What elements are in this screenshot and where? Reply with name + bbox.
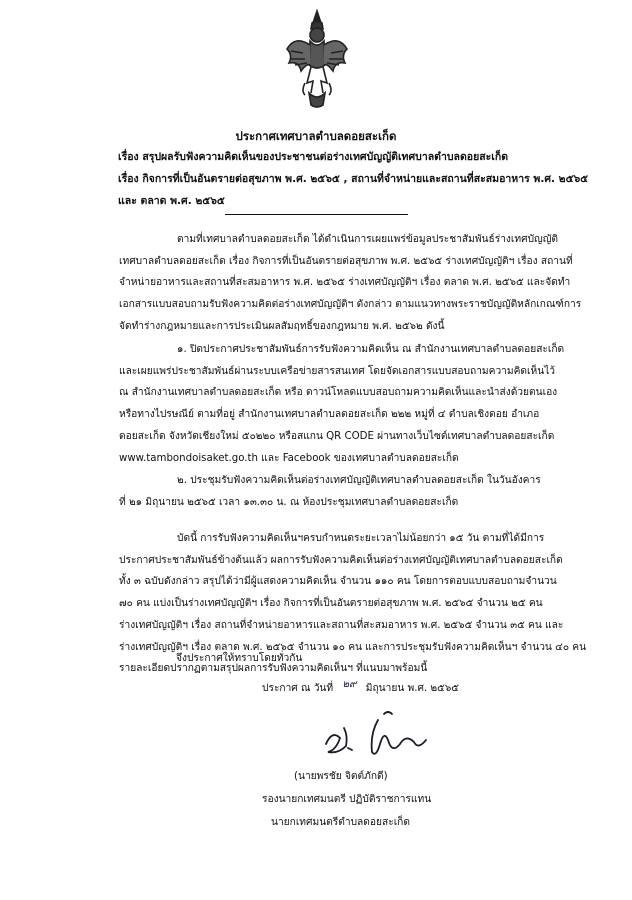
announcement-date: [262, 680, 459, 696]
intro-paragraph: [119, 229, 582, 338]
garuda-emblem: [283, 5, 351, 117]
item2-line: ที่ ๒๑ มิถุนายน ๒๕๖๕ เวลา ๑๓.๓๐ น. ณ ห้องประชุมเทศบาลตำบลดอยสะเก็ด: [119, 496, 459, 508]
summary-line: บัดนี้ การรับฟังความคิดเห็นฯครบกำหนดระยะเวลาไม่น้อยกว่า ๑๕ วัน ตามที่ได้มีการ: [177, 533, 545, 544]
divider: [225, 214, 408, 215]
item1-line: หรือทางไปรษณีย์ ตามที่อยู่ สำนักงานเทศบาลตำบลดอยสะเก็ด ๒๒๒ หมู่ที่ ๔ ตำบลเชิงดอย อำเภอ: [119, 409, 540, 421]
item-2-paragraph: [119, 470, 541, 513]
item1-line: www.tambondoisaket.go.th และ Facebook ของเทศบาลตำบลดอยสะเก็ด: [119, 452, 459, 464]
date-rest: มิถุนายน พ.ศ. ๒๕๖๕: [365, 683, 460, 694]
date-prefix: ประกาศ ณ วันที่: [262, 683, 334, 694]
summary-line: ประกาศประชาสัมพันธ์ข้างต้นแล้ว ผลการรับฟังความคิดเห็นต่อร่างเทศบัญญัติเทศบาลตำบลดอยสะเก็ด: [119, 554, 563, 566]
signer-name: (นายพรชัย จิตต์ภักดี): [294, 771, 388, 782]
date-day: ๒๙: [342, 679, 357, 690]
summary-line: รายละเอียดปรากฏตามสรุปผลการรับฟังความคิดเห็นฯ ที่แนบมาพร้อมนี้: [119, 663, 428, 675]
item1-line: ๑. ปิดประกาศประชาสัมพันธ์การรับฟังความคิดเห็น ณ สำนักงานเทศบาลตำบลดอยสะเก็ด: [177, 344, 565, 355]
item1-line: ดอยสะเก็ด จังหวัดเชียงใหม่ ๕๐๒๒๐ หรือสแกน QR CODE ผ่านทางเว็บไซต์เทศบาลตำบลดอยสะเก็ด: [119, 430, 555, 442]
intro-line: เอกสารแบบสอบถามรับฟังความคิดต่อร่างเทศบัญญัติฯ ดังกล่าว ตามแนวทางพระราชบัญญัติหลักเกณฑ์การ: [119, 299, 582, 311]
summary-line: ทั้ง ๓ ฉบับดังกล่าว สรุปได้ว่ามีผู้แสดงความคิดเห็น จำนวน ๑๑๐ คน โดยการตอบแบบสอบถามจำนวน: [119, 576, 557, 588]
item1-line: และเผยแพร่ประชาสัมพันธ์ผ่านระบบเครือข่ายสารสนเทศ โดยจัดเอกสารแบบสอบถามความคิดเห็นไว้: [119, 365, 556, 377]
subject-line-1: เรื่อง สรุปผลรับฟังความคิดเห็นของประชาชนต่อร่างเทศบัญญัติเทศบาลตำบลดอยสะเก็ด: [118, 151, 509, 163]
signer-position-1: รองนายกเทศมนตรี ปฏิบัติราชการแทน: [262, 794, 432, 805]
intro-line: เทศบาลตำบลดอยสะเก็ด เรื่อง กิจการที่เป็นอันตรายต่อสุขภาพ พ.ศ. ๒๕๖๕ ร่างเทศบัญญัติฯ เรื่อง สถานที่: [119, 255, 573, 267]
signer-position-2: นายกเทศมนตรีตำบลดอยสะเก็ด: [271, 817, 410, 828]
subject-line-3: และ ตลาด พ.ศ. ๒๕๖๕: [118, 195, 225, 207]
item1-line: ณ สำนักงานเทศบาลตำบลดอยสะเก็ด หรือ ดาวน์โหลดแบบสอบถามความคิดเห็นและนำส่งด้วยตนเอง: [119, 387, 558, 399]
summary-line: ร่างเทศบัญญัติฯ เรื่อง สถานที่จำหน่ายอาหารและสถานที่สะสมอาหาร พ.ศ. ๒๕๖๕ จำนวน ๓๕ คน และ: [119, 619, 564, 631]
item2-line: ๒. ประชุมรับฟังความคิดเห็นต่อร่างเทศบัญญัติเทศบาลตำบลดอยสะเก็ด ในวันอังคาร: [177, 475, 541, 486]
item-1-paragraph: [119, 339, 565, 469]
intro-line: จำหน่ายอาหารและสถานที่สะสมอาหาร พ.ศ. ๒๕๖๕ ร่างเทศบัญญัติฯ เรื่อง ตลาด พ.ศ. ๒๕๖๕ และจัดทำ: [119, 277, 571, 289]
intro-line: จัดทำร่างกฎหมายและการประเมินผลสัมฤทธิ์ของกฎหมาย พ.ศ. ๒๕๖๒ ดังนี้: [119, 320, 445, 332]
summary-line: ร่างเทศบัญญัติฯ เรื่อง ตลาด พ.ศ. ๒๕๖๕ จำนวน ๑๐ คน และการประชุมรับฟังความคิดเห็นฯ จำนวน ๔๐ คน: [119, 641, 587, 653]
closing-text: จึงประกาศให้ทราบโดยทั่วกัน: [176, 653, 303, 664]
summary-line: ๗๐ คน แบ่งเป็นร่างเทศบัญญัติฯ เรื่อง กิจการที่เป็นอันตรายต่อสุขภาพ พ.ศ. ๒๕๖๕ จำนวน ๒๕ คน: [119, 598, 543, 610]
intro-line: ตามที่เทศบาลตำบลดอยสะเก็ด ได้ดำเนินการเผยแพร่ข้อมูลประชาสัมพันธ์ร่างเทศบัญญัติ: [177, 234, 559, 245]
document-title: ประกาศเทศบาลตำบลดอยสะเก็ด: [235, 129, 397, 143]
subject-line-2: เรื่อง กิจการที่เป็นอันตรายต่อสุขภาพ พ.ศ. ๒๕๖๕ , สถานที่จำหน่ายและสถานที่สะสมอาหาร พ.ศ. ๒๕๖๕: [118, 173, 589, 185]
